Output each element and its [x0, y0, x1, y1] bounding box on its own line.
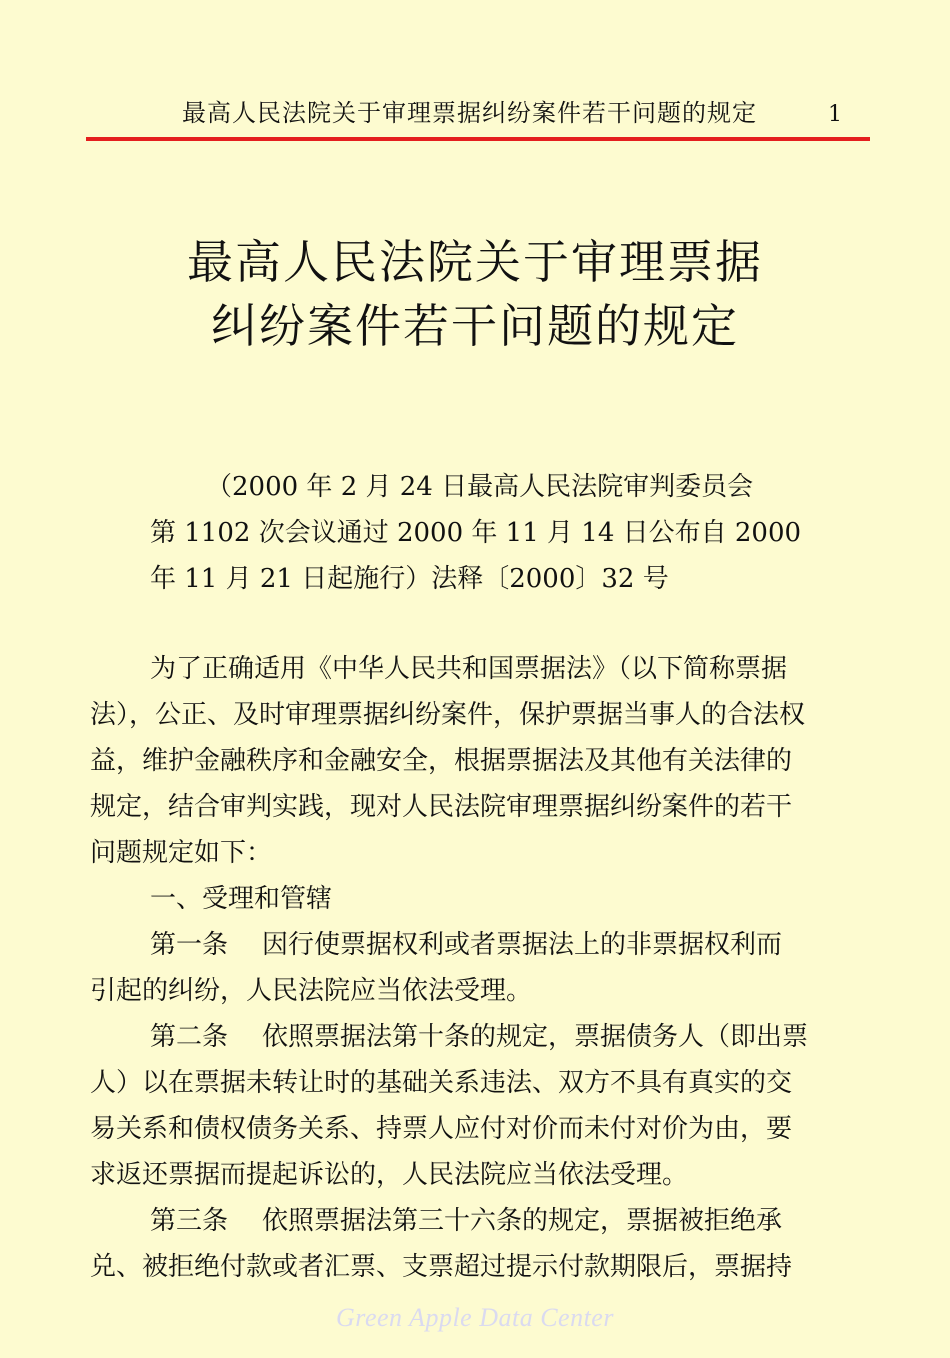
- meta-line-3: 年 11 月 21 日起施行）法释〔2000〕32 号: [150, 564, 669, 594]
- preamble-line-3: 益，维护金融秩序和金融安全，根据票据法及其他有关法律的: [90, 746, 793, 776]
- running-header: [0, 96, 950, 136]
- document-title-line-1: 最高人民法院关于审理票据: [187, 235, 763, 289]
- article-3-label: 第三条: [150, 1206, 229, 1236]
- article-1-line-1: [90, 922, 870, 968]
- section-heading-1: 一、受理和管辖: [150, 884, 333, 914]
- meta-line-2: 第 1102 次会议通过 2000 年 11 月 14 日公布自 2000: [150, 518, 802, 548]
- article-1-text-1: 因行使票据权利或者票据法上的非票据权利而: [262, 930, 783, 960]
- article-3-line-1: [90, 1198, 870, 1244]
- article-2-line-1: [90, 1014, 870, 1060]
- document-title-line-2: 纠纷案件若干问题的规定: [211, 299, 739, 353]
- watermark: Green Apple Data Center: [336, 1303, 614, 1332]
- document-title: [0, 230, 950, 358]
- article-3-line-2: 兑、被拒绝付款或者汇票、支票超过提示付款期限后，票据持: [90, 1252, 793, 1282]
- document-body: [90, 646, 870, 1290]
- page-number: 1: [828, 102, 842, 127]
- document-meta: [150, 464, 810, 602]
- article-2-line-4: 求返还票据而提起诉讼的，人民法院应当依法受理。: [90, 1160, 689, 1190]
- article-1-line-2: 引起的纠纷，人民法院应当依法受理。: [90, 976, 533, 1006]
- article-1-label: 第一条: [150, 930, 229, 960]
- article-3-text-1: 依照票据法第三十六条的规定，票据被拒绝承: [262, 1206, 783, 1236]
- preamble-line-4: 规定，结合审判实践，现对人民法院审理票据纠纷案件的若干: [90, 792, 793, 822]
- article-2-label: 第二条: [150, 1022, 229, 1052]
- article-2-text-1: 依照票据法第十条的规定，票据债务人（即出票: [262, 1022, 809, 1052]
- running-title: 最高人民法院关于审理票据纠纷案件若干问题的规定: [182, 99, 757, 127]
- meta-line-1: （2000 年 2 月 24 日最高人民法院审判委员会: [206, 472, 754, 502]
- preamble-line-5: 问题规定如下：: [90, 838, 273, 868]
- article-2-line-2: 人）以在票据未转让时的基础关系违法、双方不具有真实的交: [90, 1068, 793, 1098]
- preamble-line-2: 法），公正、及时审理票据纠纷案件，保护票据当事人的合法权: [90, 700, 806, 730]
- article-2-line-3: 易关系和债权债务关系、持票人应付对价而未付对价为由，要: [90, 1114, 793, 1144]
- header-rule: [86, 137, 870, 141]
- preamble-line-1: 为了正确适用《中华人民共和国票据法》（以下简称票据: [150, 654, 788, 684]
